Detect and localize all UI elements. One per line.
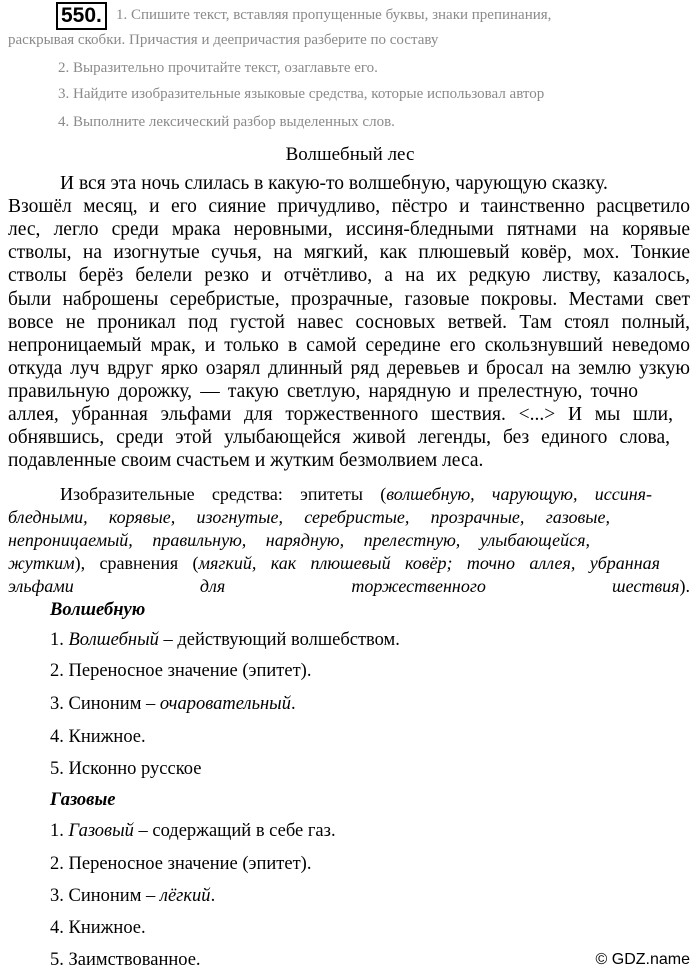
text-line: аллея, убранная эльфами для торжественного шествия. <...> И мы шли, xyxy=(8,404,673,425)
analysis-word: Газовые xyxy=(50,790,116,810)
means-line: бледными, корявые, изогнутые, серебристые, прозрачные, газовые, xyxy=(8,507,610,527)
analysis-item xyxy=(50,757,201,781)
task-line: 3. Найдите изобразительные языковые средства, которые использовал автор xyxy=(58,86,545,102)
text-line: непроницаемый мрак, и только в самой середине его скользнувший неведомо xyxy=(8,335,690,356)
analysis-italic-tail: очаровательный xyxy=(159,694,291,714)
analysis-num: 5. xyxy=(50,759,69,779)
analysis-num: 1. xyxy=(50,630,69,650)
means-line: непроницаемый, правильную, нарядную, прелестную, улыбающейся, xyxy=(8,530,590,550)
analysis-item xyxy=(50,692,296,716)
task-line: 1. Спишите текст, вставляя пропущенные буквы, знаки препинания, xyxy=(116,7,552,23)
analysis-item xyxy=(50,628,400,652)
text-line: стволы берёз белели резко и отчётливо, а на их редкую листву, казалось, xyxy=(8,265,690,286)
task-line: 2. Выразительно прочитайте текст, озаглавьте его. xyxy=(58,60,378,76)
analysis-num: 2. xyxy=(50,661,69,681)
watermark: © GDZ.name xyxy=(595,951,690,968)
analysis-term: Газовый xyxy=(68,821,134,841)
analysis-item xyxy=(50,659,311,683)
analysis-item xyxy=(50,948,201,972)
text-line: подавленные своим счастьем и жутким безмолвием леса. xyxy=(8,450,484,471)
means-line xyxy=(8,552,660,574)
analysis-rest: Переносное значение (эпитет). xyxy=(68,854,312,874)
means-line xyxy=(60,483,652,505)
analysis-num: 5. xyxy=(50,950,69,970)
analysis-rest: – содержащий в себе газ. xyxy=(133,821,336,841)
analysis-rest: – действующий волшебством. xyxy=(158,630,400,650)
analysis-num: 4. xyxy=(50,727,69,747)
means-examples: эльфами для торжественного шествия xyxy=(8,576,680,596)
analysis-rest: Переносное значение (эпитет). xyxy=(68,661,312,681)
analysis-num: 4. xyxy=(50,918,69,938)
means-examples: жутким xyxy=(8,553,75,573)
means-text: Изобразительные средства: эпитеты ( xyxy=(60,484,387,504)
analysis-word: Волшебную xyxy=(50,600,146,620)
means-examples: мягкий, как плюшевый ковёр; точно аллея, убранная xyxy=(198,553,660,573)
text-line: лес, легло среди мрака неровными, иссиня-бледными пятнами на корявые xyxy=(8,219,690,240)
text-line: вовсе не проникал под густой навес сосновых ветвей. Там стоял полный, xyxy=(8,312,690,333)
text-line: обнявшись, среди этой улыбающейся живой легенды, без единого слова, xyxy=(8,427,670,448)
analysis-rest: Исконно русское xyxy=(68,759,202,779)
analysis-item xyxy=(50,819,336,843)
analysis-rest: Синоним – xyxy=(68,694,160,714)
means-examples: волшебную, чарующую, иссиня- xyxy=(386,484,653,504)
text-line: откуда луч вдруг ярко озарял длинный ряд деревьев и бросал на землю узкую xyxy=(8,358,690,379)
text-line: Взошёл месяц, и его сияние причудливо, пёстро и таинственно расцветило xyxy=(8,196,690,217)
text-line: И вся эта ночь слилась в какую-то волшебную, чарующую сказку. xyxy=(60,173,608,194)
means-line xyxy=(8,575,690,597)
text-line: стволы, на изогнутые сучья, на мягкий, как плюшевый ковёр, мох. Тонкие xyxy=(8,242,690,263)
means-text: ). xyxy=(679,576,690,596)
task-line: раскрывая скобки. Причастия и деепричастия разберите по составу xyxy=(8,32,439,48)
analysis-item xyxy=(50,725,146,749)
analysis-italic-tail: лёгкий xyxy=(159,886,211,906)
analysis-num: 3. xyxy=(50,694,69,714)
analysis-rest: Книжное. xyxy=(68,918,146,938)
analysis-rest: Заимствованное. xyxy=(68,950,201,970)
text-line: правильную дорожку, — такую светлую, нарядную и прелестную, точно xyxy=(8,381,638,402)
analysis-term: Волшебный xyxy=(68,630,159,650)
analysis-rest: Синоним – xyxy=(68,886,160,906)
analysis-num: 2. xyxy=(50,854,69,874)
analysis-end: . xyxy=(290,694,296,714)
means-text: ), сравнения ( xyxy=(74,553,199,573)
text-line: были наброшены серебристые, прозрачные, газовые покровы. Местами свет xyxy=(8,289,690,310)
analysis-num: 1. xyxy=(50,821,69,841)
analysis-num: 3. xyxy=(50,886,69,906)
analysis-rest: Книжное. xyxy=(68,727,146,747)
analysis-end: . xyxy=(210,886,216,906)
task-line: 4. Выполните лексический разбор выделенных слов. xyxy=(58,114,395,130)
exercise-number: 550. xyxy=(56,2,107,30)
analysis-item xyxy=(50,852,311,876)
analysis-item xyxy=(50,884,215,908)
text-title: Волшебный лес xyxy=(285,144,415,165)
analysis-item xyxy=(50,916,146,940)
